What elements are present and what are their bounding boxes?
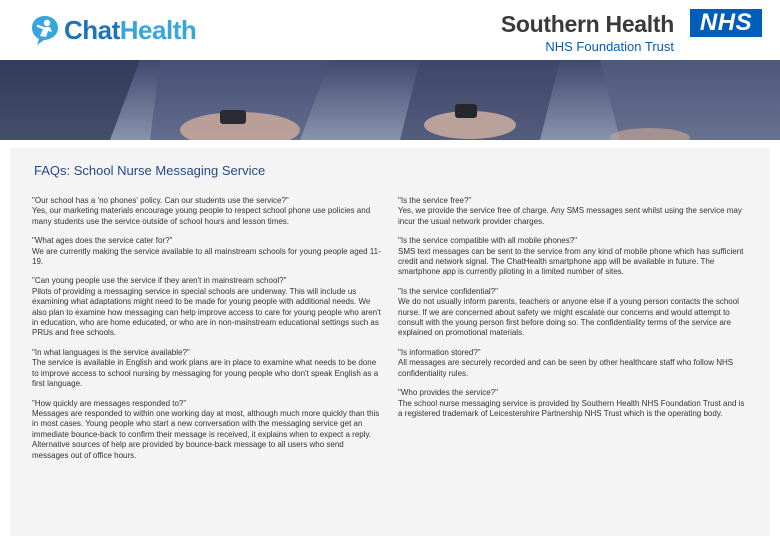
faq-question: "Is the service free?" [398, 196, 472, 205]
page-header [0, 0, 780, 60]
faq-question: "What ages does the service cater for?" [32, 236, 173, 246]
banner-photo [0, 60, 780, 140]
nhs-badge: NHS [690, 9, 762, 37]
chat-bubble-person-icon [30, 14, 60, 46]
southern-health-logo [502, 7, 762, 53]
faq-answer: The school nurse messaging service is provided by Southern Health NHS Foundation Trust and is a registered trademark of Leicestershire Partnership NHS Trust which is the operating body. [398, 398, 745, 418]
org-name: Southern Health [500, 11, 674, 37]
faq-answer: Pilots of providing a messaging service in special schools are underway. This will include us examining what adaptations might need to be made for young people with additional needs. We also plan to examine how messaging can help improve access to care for young people who aren't in education, who are home educated, or who are in non-mainstream educational settings such as PRUs and free schools. [32, 286, 381, 338]
faq-answer: We are currently making the service available to all mainstream schools for young people aged 11-19. [32, 246, 381, 267]
chathealth-logo [30, 12, 196, 48]
faq-question: "In what languages is the service available?" [32, 347, 190, 357]
faq-answer: SMS text messages can be sent to the service from any kind of mobile phone which has sufficient credit and network signal. The ChatHealth smartphone app will be available in future. The smartphone app is currently piloting in a limited number of sites. [398, 246, 744, 277]
faq-item [398, 196, 748, 227]
faq-answer: All messages are securely recorded and can be seen by other healthcare staff who follow NHS confidentiality rules. [398, 358, 734, 378]
faq-item [32, 276, 382, 338]
org-trust: NHS Foundation Trust [545, 39, 674, 54]
faq-question: "Is information stored?" [398, 347, 481, 357]
faq-answer: We do not usually inform parents, teachers or anyone else if a young person contacts the school nurse. If we are concerned about safety we might escalate our concerns and would attempt to consult with the young person first before doing so. The confidentiality terms of the service are explained on promotional materials. [398, 297, 739, 338]
faq-item [32, 348, 382, 390]
banner-people-image [0, 60, 780, 140]
faq-question: "How quickly are messages responded to?" [32, 398, 187, 408]
faq-answer: Yes, our marketing materials encourage young people to respect school phone use policies and many students use the service outside of school hours and lesson times. [32, 206, 371, 226]
faq-question: "Is the service confidential?" [398, 286, 498, 296]
faq-question: "Our school has a 'no phones' policy. Can our students use the service?" [32, 196, 289, 205]
faq-question: "Is the service compatible with all mobile phones?" [398, 236, 578, 246]
faq-answer: The service is available in English and work plans are in place to examine what needs to be done to improve access to school nursing by messaging for young people who don't speak English as a first language. [32, 358, 379, 389]
faq-item [398, 236, 748, 278]
faq-item [398, 287, 748, 339]
faq-question: "Can young people use the service if they aren't in mainstream school?" [32, 276, 287, 286]
faq-answer: Messages are responded to within one working day at most, although much more quickly than this in most cases. Young people who start a new conversation with the messaging service get an immediate bounce-back to confirm their message is received, it explains when to expect a reply. Alternative sources of help are provided by bounce-back message to all users who send messages out of office hours. [32, 408, 380, 460]
faq-item [32, 196, 382, 227]
faq-left-column [32, 196, 382, 470]
logo-word-health: Health [119, 15, 197, 45]
logo-word-chat: Chat [64, 15, 120, 45]
faq-question: "Who provides the service?" [398, 388, 498, 398]
faq-item [32, 236, 382, 267]
page-title: FAQs: School Nurse Messaging Service [34, 163, 266, 178]
faq-item [32, 399, 382, 461]
faq-right-column [398, 196, 748, 428]
faq-item [398, 388, 748, 419]
faq-item [398, 348, 748, 379]
faq-answer: Yes, we provide the service free of charge. Any SMS messages sent whilst using the service may incur the usual network provider charges. [398, 206, 742, 226]
